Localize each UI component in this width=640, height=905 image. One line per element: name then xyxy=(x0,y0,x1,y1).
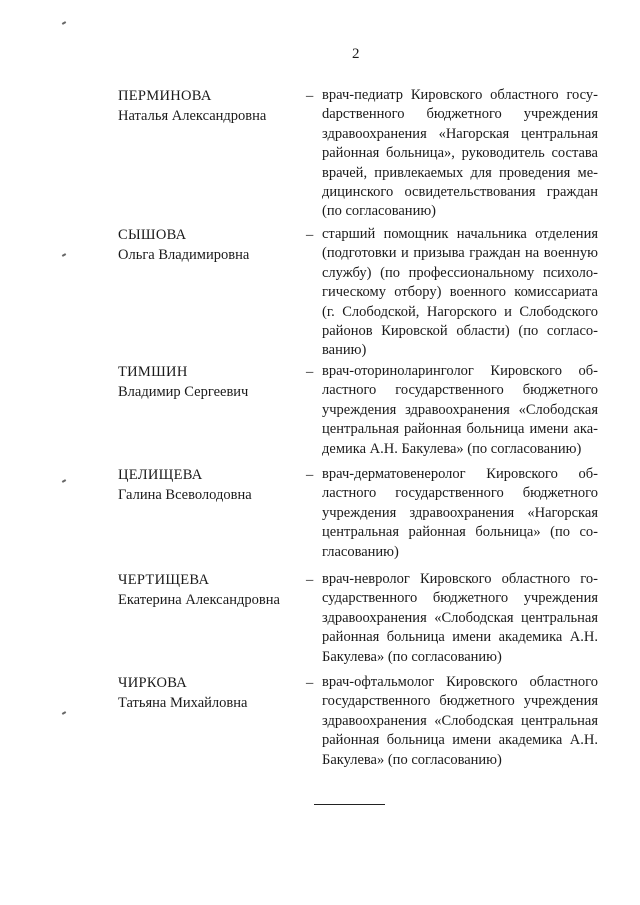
member-surname: ЧЕРТИЩЕВА xyxy=(118,572,210,588)
member-surname: ЦЕЛИЩЕВА xyxy=(118,467,203,483)
member-surname: ТИМШИН xyxy=(118,364,188,380)
member-given-names: Ольга Владимировна xyxy=(118,247,250,263)
scan-artifact-mark xyxy=(62,711,66,715)
member-given-names: Наталья Александровна xyxy=(118,108,267,124)
member-given-names: Владимир Сергеевич xyxy=(118,384,249,400)
member-name xyxy=(118,570,280,610)
member-surname: ЧИРКОВА xyxy=(118,675,188,691)
member-given-names: Екатерина Александровна xyxy=(118,592,280,608)
dash-separator: – xyxy=(306,88,314,104)
member-name xyxy=(118,673,247,713)
member-surname: ПЕРМИНОВА xyxy=(118,88,212,104)
member-surname: СЫШОВА xyxy=(118,227,187,243)
dash-separator: – xyxy=(306,467,314,483)
member-role: старший помощник начальника отделения (подготовки и призыва граждан на военную службу) (по профессиональному психологическому отбору) военного комиссариата (г. Слободской, Нагорского и Слободского районов Кировской области) (по согласованию) xyxy=(322,226,598,359)
scan-artifact-mark xyxy=(62,21,66,25)
member-name xyxy=(118,362,248,402)
dash-separator: – xyxy=(306,572,314,588)
dash-separator: – xyxy=(306,675,314,691)
dash-separator: – xyxy=(306,227,314,243)
member-role: врач-педиатр Кировского областного госуdарственного бюджетного учреждения здравоохранения «Нагорская центральная районная больница», руководитель состава врачей, привлекаемых для проведения медицинского освидетельствования граждан (по согласованию) xyxy=(322,87,598,220)
member-role: врач-офтальмолог Кировского областного государственного бюджетного учреждения здравоохранения «Слободская центральная районная больница имени академика А.Н. Бакулева» (по согласованию) xyxy=(322,674,598,768)
page-number: 2 xyxy=(352,46,360,62)
member-role: врач-дерматовенеролог Кировского областного государственного бюджетного учреждения здравоохранения «Нагорская центральная районная больница» (по согласованию) xyxy=(322,466,598,560)
member-role: врач-оториноларинголог Кировского областного государственного бюджетного учреждения здравоохранения «Слободская центральная районная больница имени академика А.Н. Бакулева» (по согласованию) xyxy=(322,363,598,457)
closing-divider-line xyxy=(314,804,385,805)
member-name xyxy=(118,86,266,126)
member-name xyxy=(118,465,252,505)
member-name xyxy=(118,225,249,265)
scan-artifact-mark xyxy=(62,253,66,257)
member-given-names: Татьяна Михайловна xyxy=(118,695,248,711)
member-role: врач-невролог Кировского областного государственного бюджетного учреждения здравоохранения «Слободская центральная районная больница имени академика А.Н. Бакулева» (по согласованию) xyxy=(322,571,598,665)
member-given-names: Галина Всеволодовна xyxy=(118,487,252,503)
dash-separator: – xyxy=(306,364,314,380)
scan-artifact-mark xyxy=(62,479,66,483)
